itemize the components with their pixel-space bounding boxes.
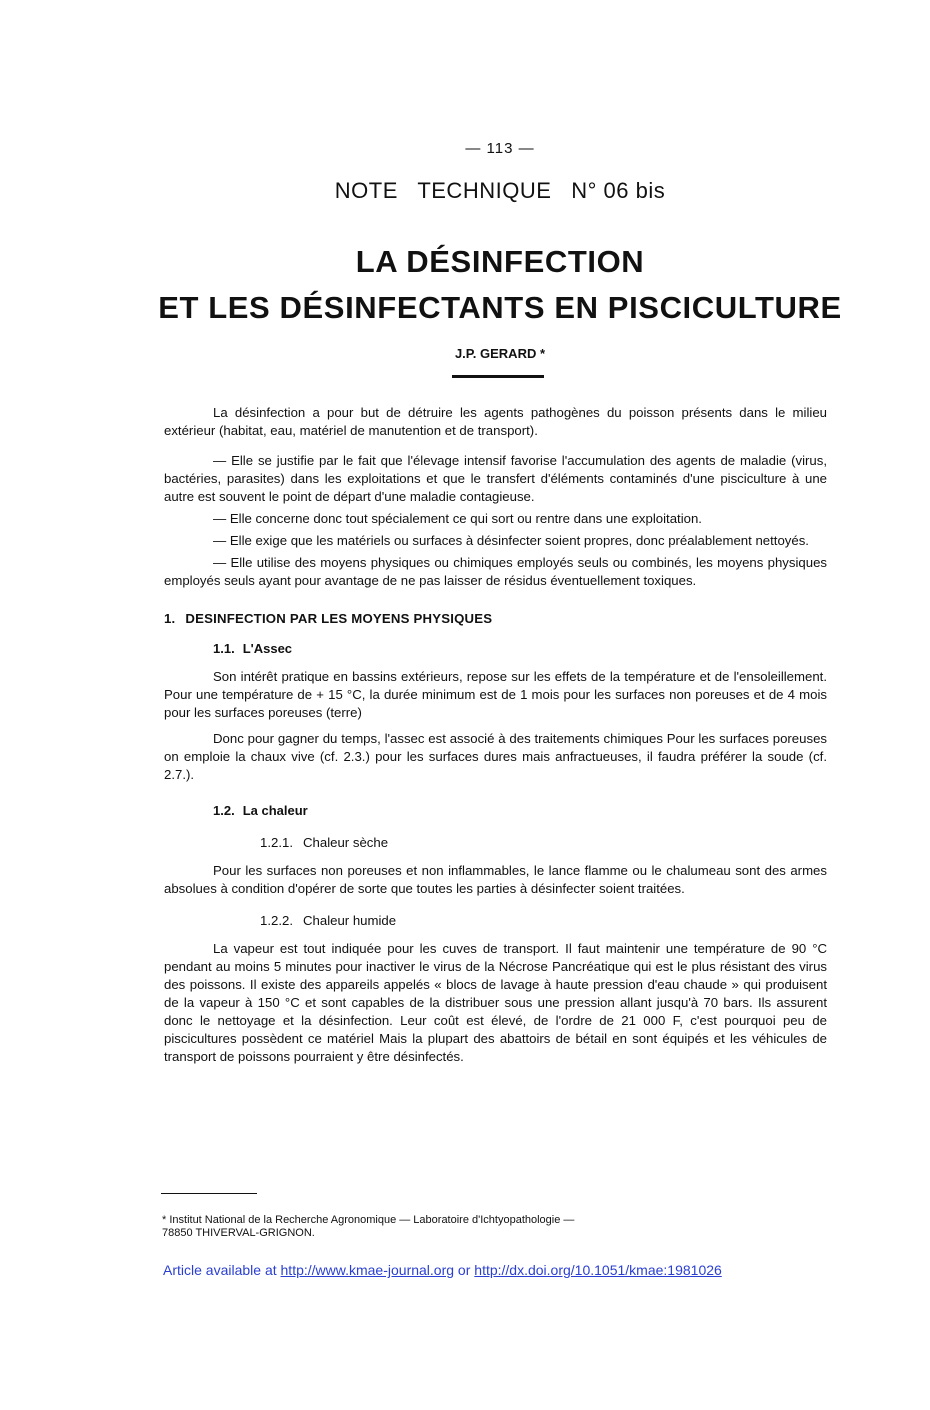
- section-1-number: 1.: [164, 611, 176, 626]
- section-1-2-1-title: Chaleur sèche: [303, 835, 389, 850]
- section-1-2-2-heading: [260, 912, 827, 930]
- footnote-address: 78850 THIVERVAL-GRIGNON.: [162, 1227, 315, 1239]
- intro-paragraph: La désinfection a pour but de détruire les agents pathogènes du poisson présents dans le milieu extérieur (habitat, eau, matériel de manutention et de transport).: [164, 405, 827, 438]
- intro-point-justification: — Elle se justifie par le fait que l'élevage intensif favorise l'accumulation des agents de maladie (virus, bactéries, parasites) dans les exploitations et que le transfert d'éléments contaminés d'une pisciculture à une autre est souvent le point de départ d'une maladie contagieuse.: [164, 453, 827, 504]
- section-1-heading: [164, 610, 827, 628]
- article-or: or: [454, 1262, 475, 1278]
- section-1-2-heading: [213, 802, 827, 820]
- footnote-affiliation: * Institut National de la Recherche Agronomique — Laboratoire d'Ichtyopathologie —: [162, 1214, 575, 1226]
- section-1-1-title: L'Assec: [242, 641, 293, 656]
- note-title: NOTE TECHNIQUE N° 06 bis: [334, 178, 666, 203]
- title-line-2: ET LES DÉSINFECTANTS EN PISCICULTURE: [158, 290, 842, 325]
- section-1-2-1-heading: [260, 834, 827, 852]
- section-1-2-title: La chaleur: [242, 803, 308, 818]
- author: J.P. GERARD *: [454, 346, 546, 361]
- section-1-2-2-title: Chaleur humide: [303, 913, 397, 928]
- section-1-title: DESINFECTION PAR LES MOYENS PHYSIQUES: [185, 611, 493, 626]
- section-1-1-heading: [213, 640, 827, 658]
- footnote-divider: [161, 1193, 257, 1194]
- article-prefix: Article available at: [163, 1262, 281, 1278]
- assec-paragraph-1: Son intérêt pratique en bassins extérieurs, repose sur les effets de la température et de l'ensoleillement. Pour une température de + 15 °C, la durée minimum est de 1 mois pour les surfaces non poreuses et de 4 mois pour les surfaces poreuses (terre): [164, 669, 827, 720]
- doi-link[interactable]: http://dx.doi.org/10.1051/kmae:1981026: [474, 1262, 722, 1278]
- intro-point-means: — Elle utilise des moyens physiques ou chimiques employés seuls ou combinés, les moyens physiques employés seuls ayant pour avantage de ne pas laisser de résidus éventuellement toxiques.: [164, 555, 827, 588]
- chaleur-seche-paragraph: Pour les surfaces non poreuses et non inflammables, le lance flamme ou le chalumeau sont des armes absolues à condition d'opérer de sorte que toutes les parties à désinfecter soient traitées.: [164, 863, 827, 896]
- section-1-1-number: 1.1.: [213, 641, 235, 656]
- chaleur-humide-paragraph: La vapeur est tout indiquée pour les cuves de transport. Il faut maintenir une température de 90 °C pendant au moins 5 minutes pour inactiver le virus de la Nécrose Pancréatique qui est le plus résistant des virus des poissons. Il existe des appareils appelés « blocs de lavage à haute pression d'eau chaude » qui produisent de la vapeur à 150 °C et sont capables de la distribuer sous une pression allant jusqu'à 70 bars. Ils assurent donc le nettoyage et la désinfection. Leur coût est élevé, de l'ordre de 21 000 F, c'est pourquoi peu de piscicultures possèdent ce matériel Mais la plupart des abattoirs de bétail en sont équipés et les véhicules de transport de poissons pourraient y être désinfectés.: [164, 941, 827, 1064]
- footnote: [162, 1214, 702, 1240]
- title-line-1: LA DÉSINFECTION: [355, 244, 645, 279]
- intro-point-scope: — Elle concerne donc tout spécialement ce qui sort ou rentre dans une exploitation.: [213, 511, 702, 526]
- section-1-2-2-number: 1.2.2.: [260, 913, 293, 928]
- page-number: — 113 —: [465, 140, 535, 157]
- author-divider: [452, 375, 544, 378]
- journal-link[interactable]: http://www.kmae-journal.org: [280, 1262, 455, 1278]
- section-1-2-1-number: 1.2.1.: [260, 835, 293, 850]
- article-availability: [163, 1262, 722, 1278]
- assec-paragraph-2: Donc pour gagner du temps, l'assec est associé à des traitements chimiques Pour les surfaces poreuses on emploie la chaux vive (cf. 2.3.) pour les surfaces dures mais anfractueuses, il faudra préférer la soude (cf. 2.7.).: [164, 731, 827, 782]
- section-1-2-number: 1.2.: [213, 803, 235, 818]
- article-body: [164, 404, 827, 1066]
- intro-point-cleanliness: — Elle exige que les matériels ou surfaces à désinfecter soient propres, donc préalablement nettoyés.: [213, 533, 809, 548]
